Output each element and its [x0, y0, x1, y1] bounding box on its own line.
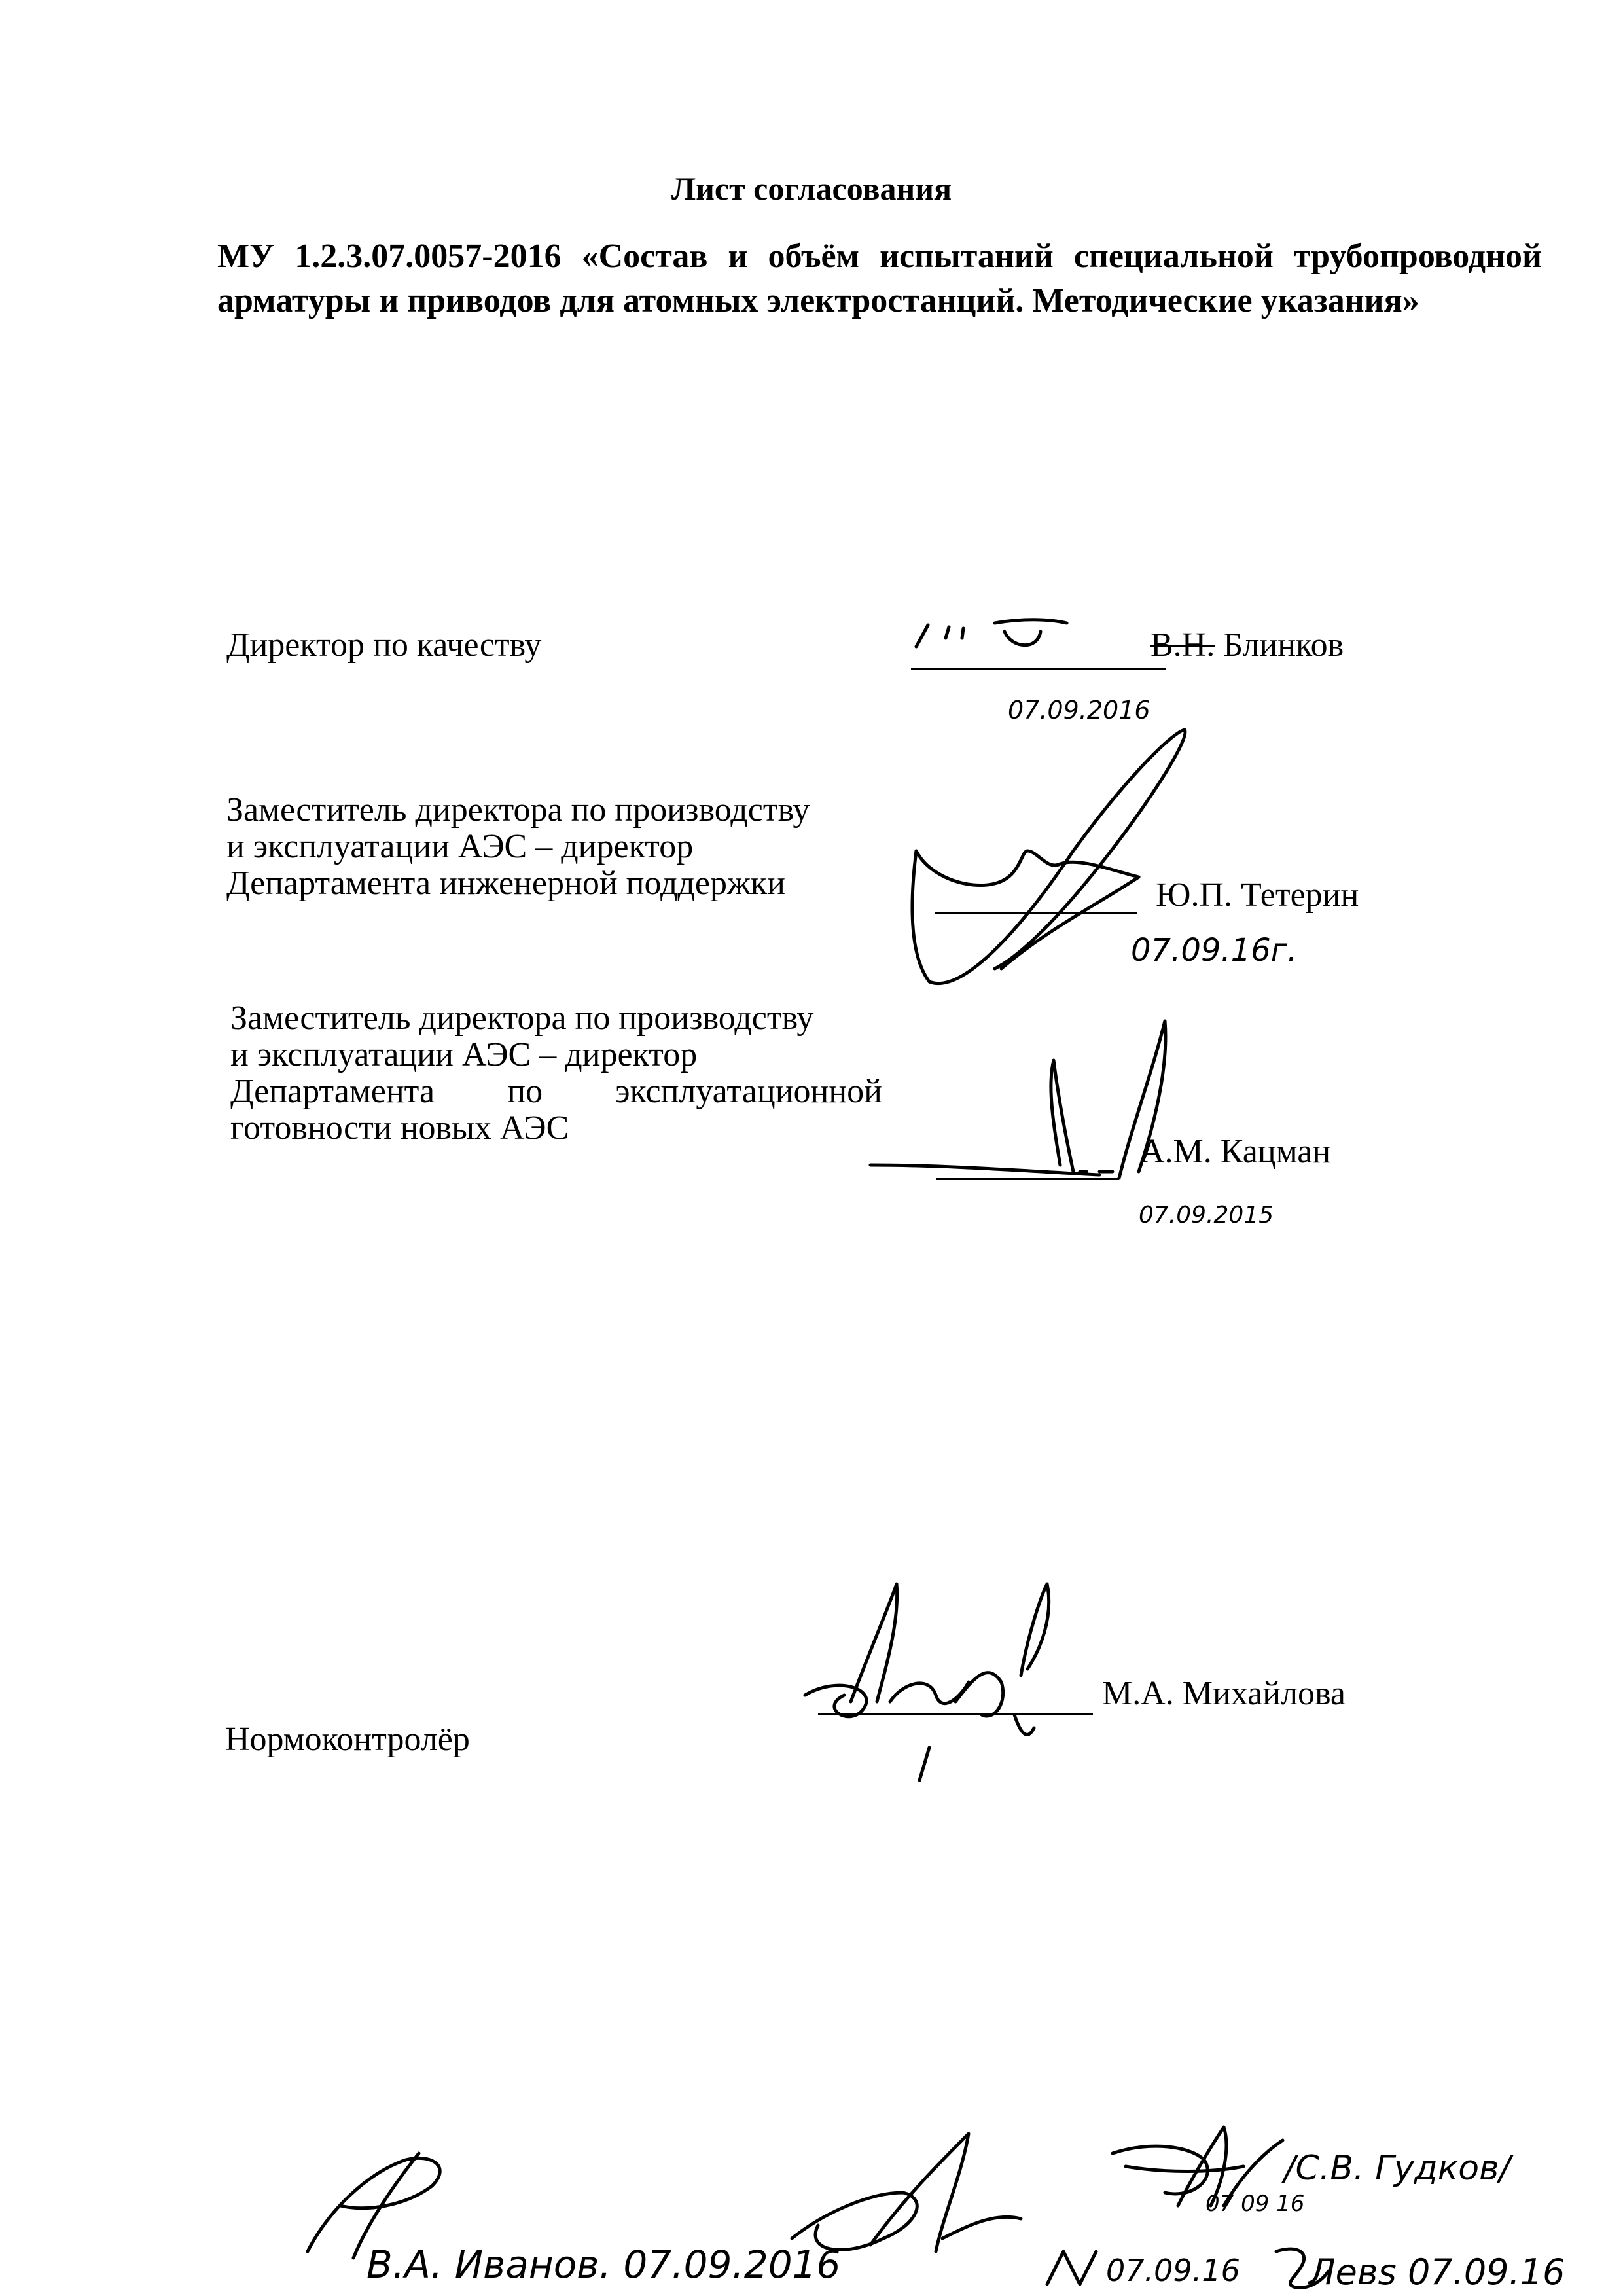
approver-3-role — [230, 1000, 882, 1147]
approver-3-role-line-2: и эксплуатации АЭС – директор — [230, 1036, 698, 1073]
footer-levs-text: Левs 07.09.16 — [1309, 2251, 1565, 2293]
footer-signature-levs — [1276, 2249, 1329, 2287]
approver-2-signature — [912, 730, 1185, 984]
footer-gudkov-text: /С.В. Гудков/ — [1284, 2149, 1511, 2188]
approver-2-role-line-2: и эксплуатации АЭС – директор — [226, 828, 694, 865]
footer-signature-ivanov — [308, 2153, 440, 2258]
approver-3-name: А.М. Кацман — [1140, 1133, 1331, 1170]
approver-1-name-rest: Блинков — [1215, 626, 1344, 664]
approver-1-date: 07.09.2016 — [1008, 696, 1150, 725]
approver-2-name: Ю.П. Тетерин — [1156, 876, 1359, 914]
norm-control-signature-line — [818, 1713, 1093, 1715]
approver-2-date: 07.09.16г. — [1131, 932, 1298, 969]
norm-control-signature — [805, 1584, 1049, 1780]
approver-1-name-struck: В.Н. — [1150, 626, 1215, 664]
approver-3-signature — [870, 1021, 1166, 1178]
footer-signature-middle — [792, 2134, 1021, 2251]
approver-2-signature-line — [935, 912, 1137, 914]
approver-3-signature-line — [936, 1178, 1119, 1180]
norm-control-role: Нормоконтролёр — [225, 1721, 470, 1758]
approver-3-date: 07.09.2015 — [1139, 1202, 1274, 1229]
footer-ivanov-text: В.А. Иванов. 07.09.2016 — [366, 2242, 841, 2287]
document-title: Лист согласования — [671, 170, 952, 207]
approver-2-role — [226, 792, 881, 902]
footer-signature-gudkov — [1113, 2127, 1283, 2206]
approver-3-role-line-1: Заместитель директора по производству — [230, 999, 814, 1037]
footer-gudkov-date: 07 09 16 — [1205, 2191, 1305, 2217]
norm-control-name: М.А. Михайлова — [1102, 1675, 1346, 1712]
approver-1-role: Директор по качеству — [226, 626, 542, 664]
document-subject: МУ 1.2.3.07.0057-2016 «Состав и объём испытаний специальной трубопроводной арматуры и приводов для атомных электростанций. Методические указания» — [217, 238, 1542, 319]
approver-2-role-line-1: Заместитель директора по производству — [226, 791, 810, 829]
footer-signature-n — [1047, 2251, 1096, 2284]
approver-1-signature-line — [911, 668, 1166, 670]
approver-3-role-line-4: готовности новых АЭС — [230, 1109, 569, 1147]
approver-1-signature — [916, 620, 1067, 647]
footer-n-date: 07.09.16 — [1106, 2253, 1240, 2288]
approver-2-role-line-3: Департамента инженерной поддержки — [226, 865, 785, 902]
approver-3-role-line-3: Департамента по эксплуатационной — [230, 1073, 882, 1110]
approver-1-name — [1150, 627, 1344, 664]
